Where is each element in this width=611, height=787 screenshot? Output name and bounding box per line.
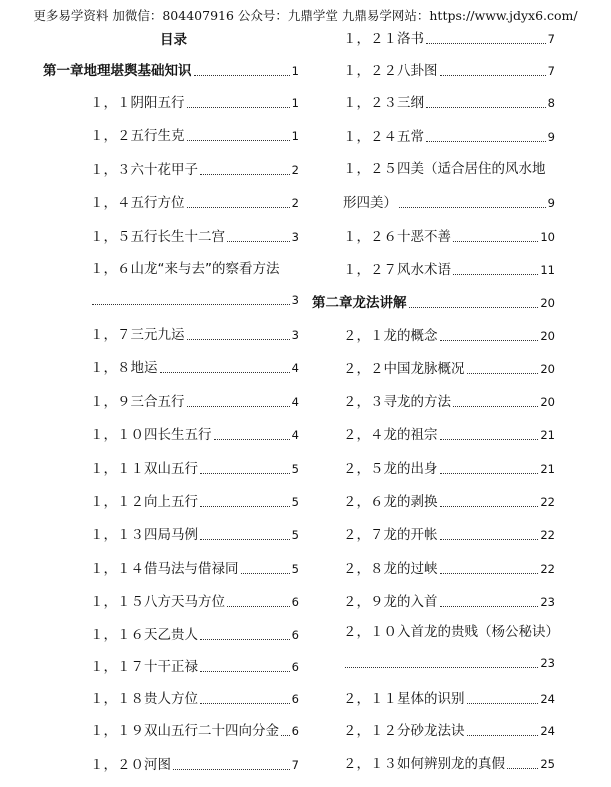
toc-entry[interactable] [90, 90, 299, 112]
toc-entry-page: 23 [540, 595, 555, 609]
dot-leader [200, 538, 290, 540]
toc-entry-label: １，２２八卦图 [343, 63, 438, 79]
toc-entry[interactable] [90, 389, 299, 411]
toc-entry-label: １，１９双山五行二十四向分金 [90, 723, 279, 739]
toc-entry-page: 24 [540, 692, 555, 706]
dot-leader [200, 702, 290, 704]
dot-leader [345, 666, 538, 668]
toc-entry-page: 5 [291, 495, 299, 509]
toc-entry[interactable] [90, 686, 299, 708]
toc-entry-label: １，９三合五行 [90, 394, 185, 410]
toc-entry-page: 5 [291, 462, 299, 476]
toc-entry-page: 7 [291, 758, 299, 772]
toc-entry[interactable] [343, 718, 555, 740]
toc-entry-page: 21 [540, 428, 555, 442]
toc-entry-label: ２，３寻龙的方法 [343, 394, 451, 410]
dot-leader [187, 405, 290, 407]
toc-entry-page: 3 [291, 293, 299, 307]
toc-entry-page: 7 [547, 64, 555, 78]
dot-leader [241, 572, 290, 574]
toc-entry-continuation[interactable] [343, 190, 555, 212]
toc-entry-label: １，２五行生克 [90, 128, 185, 144]
toc-entry-label: １，１阴阳五行 [90, 95, 185, 111]
toc-entry[interactable] [90, 654, 299, 676]
toc-entry-page: 6 [291, 660, 299, 674]
dot-leader [440, 74, 546, 76]
toc-entry-page: 25 [540, 757, 555, 771]
toc-entry[interactable] [343, 522, 555, 544]
toc-entry-label: ２，５龙的出身 [343, 461, 438, 477]
dot-leader [281, 734, 290, 736]
toc-entry-page: 9 [547, 196, 555, 210]
toc-entry-page: 2 [291, 163, 299, 177]
toc-entry-page: 5 [291, 528, 299, 542]
toc-entry-page: 20 [540, 296, 555, 310]
toc-entry-page: 21 [540, 462, 555, 476]
toc-entry[interactable] [343, 389, 555, 411]
toc-entry-label: ２，１龙的概念 [343, 328, 438, 344]
toc-entry-page: 7 [547, 32, 555, 46]
toc-entry[interactable] [90, 489, 299, 511]
toc-entry-label: １，３六十花甲子 [90, 162, 198, 178]
dot-leader [200, 472, 290, 474]
toc-entry-page: 20 [540, 329, 555, 343]
toc-entry-label: ２，８龙的过峡 [343, 561, 438, 577]
dot-leader [440, 472, 539, 474]
toc-entry-page: 11 [540, 263, 555, 277]
toc-entry-page: 6 [291, 692, 299, 706]
toc-entry[interactable] [343, 58, 555, 80]
toc-entry[interactable] [90, 752, 299, 774]
toc-entry[interactable] [343, 257, 555, 279]
toc-entry-label: １，１５八方天马方位 [90, 594, 225, 610]
dot-leader [227, 605, 290, 607]
toc-entry-page: 22 [540, 528, 555, 542]
toc-entry-label: １，１０四长生五行 [90, 427, 212, 443]
toc-entry-chapter-2[interactable] [312, 290, 555, 312]
toc-entry[interactable] [343, 26, 555, 48]
toc-entry[interactable] [90, 157, 299, 179]
toc-entry-page: 23 [540, 656, 555, 670]
toc-entry-label: １，５五行长生十二宫 [90, 229, 225, 245]
toc-entry-label: １，２３三纲 [343, 95, 424, 111]
toc-entry-label[interactable]: １，２５四美（适合居住的风水地 [343, 161, 546, 177]
toc-entry[interactable] [90, 718, 299, 740]
toc-entry[interactable] [90, 622, 299, 644]
toc-entry-label[interactable]: １，６山龙“来与去”的察看方法 [90, 261, 280, 277]
toc-entry[interactable] [343, 323, 555, 345]
toc-entry-label: １，２６十恶不善 [343, 229, 451, 245]
dot-leader [440, 438, 539, 440]
dot-leader [200, 670, 290, 672]
toc-entry-page: 1 [291, 129, 299, 143]
toc-entry-page: 24 [540, 724, 555, 738]
dot-leader [440, 538, 539, 540]
toc-entry-label: ２，１３如何辨别龙的真假 [343, 756, 505, 772]
dot-leader [200, 505, 290, 507]
toc-entry-chapter-1[interactable] [43, 58, 299, 80]
toc-entry[interactable] [343, 356, 555, 378]
dot-leader [467, 734, 539, 736]
toc-entry-label: ２，２中国龙脉概况 [343, 361, 465, 377]
toc-entry-label: １，１７十干正禄 [90, 659, 198, 675]
toc-entry-label: １，４五行方位 [90, 195, 185, 211]
dot-leader [200, 638, 290, 640]
toc-entry-page: 22 [540, 562, 555, 576]
toc-entry-page: 9 [547, 130, 555, 144]
toc-entry[interactable] [90, 355, 299, 377]
dot-leader [440, 339, 539, 341]
toc-entry-page: 1 [291, 96, 299, 110]
toc-entry-page: 10 [540, 230, 555, 244]
toc-entry[interactable] [90, 556, 299, 578]
toc-entry-page: 6 [291, 724, 299, 738]
toc-entry[interactable] [90, 123, 299, 145]
dot-leader [453, 240, 538, 242]
toc-entry-label: 第二章龙法讲解 [312, 295, 407, 311]
toc-entry[interactable] [90, 456, 299, 478]
toc-entry[interactable] [90, 522, 299, 544]
toc-entry-label[interactable]: ２，１０入首龙的贵贱（杨公秘诀） [343, 624, 559, 640]
dot-leader [453, 273, 538, 275]
toc-entry-label: ２，９龙的入首 [343, 594, 438, 610]
toc-entry-label: １，１１双山五行 [90, 461, 198, 477]
toc-entry-label: ２，１２分砂龙法诀 [343, 723, 465, 739]
dot-leader [187, 139, 290, 141]
header-watermark-text: 更多易学资料 加微信：804407916 公众号：九鼎学堂 九鼎易学网站：https://www.jdyx6.com/ [33, 8, 578, 23]
dot-leader [440, 505, 539, 507]
dot-leader [92, 303, 290, 305]
toc-entry-page: 22 [540, 495, 555, 509]
toc-entry[interactable] [90, 589, 299, 611]
dot-leader [453, 405, 538, 407]
toc-entry[interactable] [343, 686, 555, 708]
toc-entry-page: 2 [291, 196, 299, 210]
toc-entry[interactable] [90, 322, 299, 344]
toc-entry[interactable] [343, 556, 555, 578]
toc-entry[interactable] [90, 422, 299, 444]
toc-entry-label: １，７三元九运 [90, 327, 185, 343]
dot-leader [187, 338, 290, 340]
toc-entry-label: １，１２向上五行 [90, 494, 198, 510]
dot-leader [440, 572, 539, 574]
toc-entry[interactable] [343, 124, 555, 146]
toc-entry-label: ２，６龙的剥换 [343, 494, 438, 510]
dot-leader [409, 306, 539, 308]
toc-entry[interactable] [343, 422, 555, 444]
toc-entry[interactable] [343, 224, 555, 246]
dot-leader [426, 42, 546, 44]
toc-entry[interactable] [343, 751, 555, 773]
toc-entry-continuation[interactable] [343, 650, 555, 672]
toc-entry-label: １，２４五常 [343, 129, 424, 145]
toc-entry-label: １，２１洛书 [343, 31, 424, 47]
dot-leader [507, 767, 538, 769]
toc-entry[interactable] [343, 456, 555, 478]
toc-entry-page: 6 [291, 595, 299, 609]
toc-entry-page: 20 [540, 395, 555, 409]
toc-entry[interactable] [90, 224, 299, 246]
dot-leader [227, 240, 290, 242]
toc-entry-label: 形四美） [343, 195, 397, 211]
toc-entry-label: １，２０河图 [90, 757, 171, 773]
toc-title: 目录 [160, 32, 187, 48]
toc-entry-label: １，１６天乙贵人 [90, 627, 198, 643]
toc-entry-page: 3 [291, 328, 299, 342]
toc-entry[interactable] [343, 589, 555, 611]
toc-entry-label: 第一章地理堪舆基础知识 [43, 63, 192, 79]
dot-leader [426, 140, 546, 142]
toc-entry-continuation[interactable] [90, 287, 299, 309]
dot-leader [200, 173, 290, 175]
toc-entry-label: ２，７龙的开帐 [343, 527, 438, 543]
toc-entry-page: 6 [291, 628, 299, 642]
toc-entry-page: 20 [540, 362, 555, 376]
dot-leader [440, 605, 539, 607]
dot-leader [399, 206, 546, 208]
toc-entry-label: １，２７风水术语 [343, 262, 451, 278]
dot-leader [160, 371, 290, 373]
toc-entry-label: ２，１１星体的识别 [343, 691, 465, 707]
dot-leader [187, 106, 290, 108]
dot-leader [187, 206, 290, 208]
toc-entry-label: １，１４借马法与借禄同 [90, 561, 239, 577]
dot-leader [173, 768, 290, 770]
dot-leader [426, 106, 546, 108]
toc-entry[interactable] [343, 90, 555, 112]
dot-leader [467, 372, 539, 374]
toc-entry-page: 5 [291, 562, 299, 576]
toc-entry-label: １，８地运 [90, 360, 158, 376]
dot-leader [214, 438, 290, 440]
toc-entry[interactable] [343, 489, 555, 511]
dot-leader [194, 74, 290, 76]
toc-entry-label: １，１３四局马例 [90, 527, 198, 543]
toc-entry-page: 4 [291, 361, 299, 375]
toc-entry-label: ２，４龙的祖宗 [343, 427, 438, 443]
dot-leader [467, 702, 539, 704]
toc-entry[interactable] [90, 190, 299, 212]
toc-entry-page: 4 [291, 395, 299, 409]
toc-entry-page: 1 [291, 64, 299, 78]
toc-entry-label: １，１８贵人方位 [90, 691, 198, 707]
toc-entry-page: 3 [291, 230, 299, 244]
toc-entry-page: 8 [547, 96, 555, 110]
toc-entry-page: 4 [291, 428, 299, 442]
